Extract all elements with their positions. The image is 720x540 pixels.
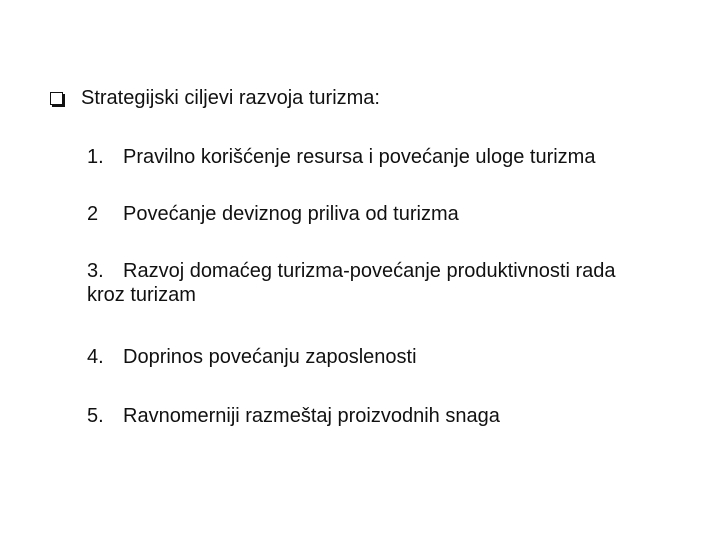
list-item-number: 4.	[87, 346, 104, 368]
list-item	[87, 259, 687, 307]
list-item	[87, 404, 500, 428]
list-item-number: 2	[87, 203, 99, 225]
list-item	[87, 145, 595, 169]
checkbox-icon	[50, 92, 63, 105]
list-item-number: 5.	[87, 405, 104, 427]
list-item-text: Povećanje deviznog priliva od turizma	[123, 203, 459, 225]
heading-row	[50, 86, 380, 110]
list-item-text-continued: kroz turizam	[87, 284, 196, 306]
heading-text: Strategijski ciljevi razvoja turizma:	[81, 87, 380, 109]
list-item	[87, 202, 459, 226]
list-item-text: Pravilno korišćenje resursa i povećanje uloge turizma	[123, 146, 596, 168]
list-item-number: 1.	[87, 146, 104, 168]
list-item-number: 3.	[87, 260, 104, 282]
list-item	[87, 345, 417, 369]
list-item-text: Razvoj domaćeg turizma-povećanje produktivnosti rada	[123, 260, 616, 282]
list-item-text: Doprinos povećanju zaposlenosti	[123, 346, 417, 368]
list-item-text: Ravnomerniji razmeštaj proizvodnih snaga	[123, 405, 500, 427]
